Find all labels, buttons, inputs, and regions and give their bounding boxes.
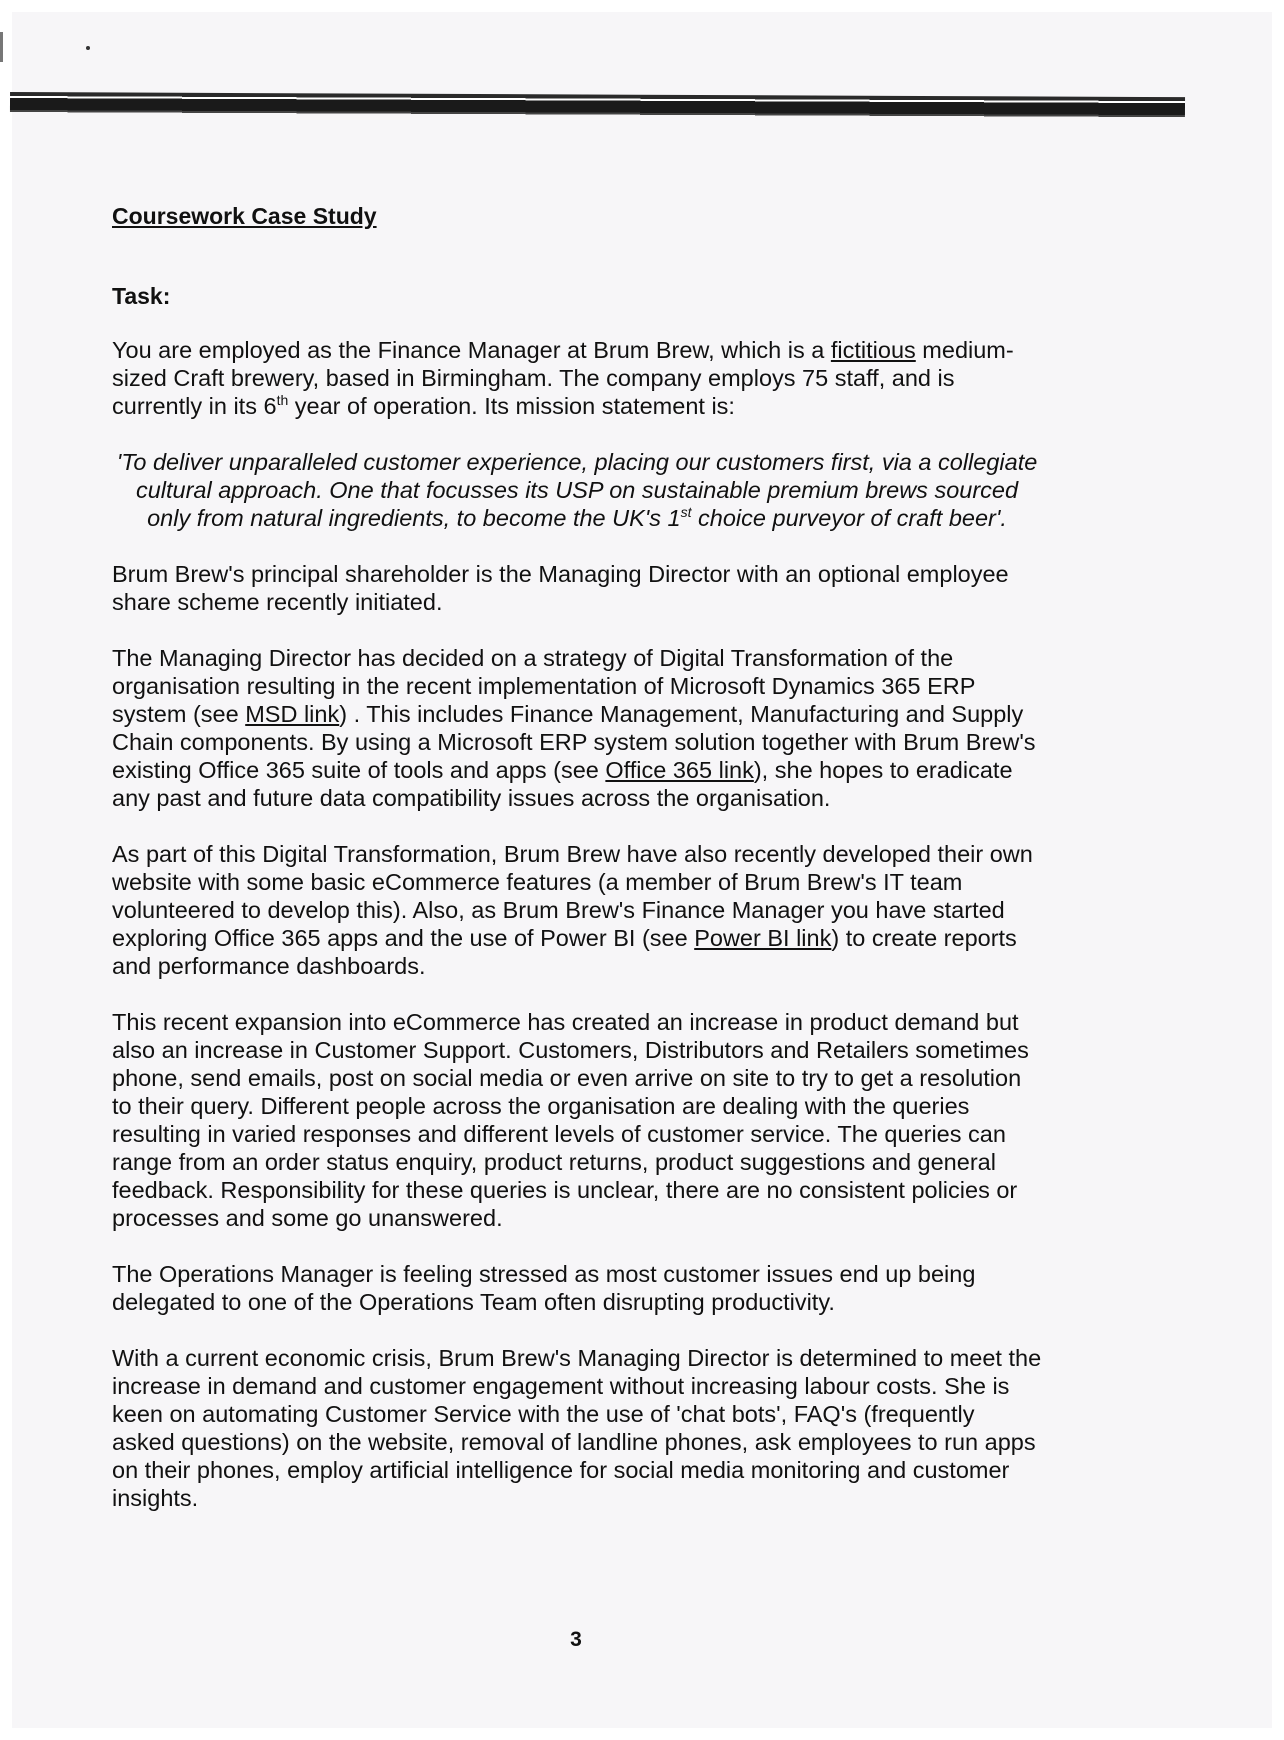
intro-paragraph [112, 336, 1042, 420]
website-paragraph [112, 840, 1042, 980]
scan-dot-mark [86, 46, 90, 50]
mission-text-2: choice purveyor of craft beer'. [691, 505, 1007, 531]
intro-text-2: medium-sized Craft brewery, based in Birmingham. The company employs 75 staff, and is currently in its 6 [112, 337, 1014, 419]
digital-transformation-paragraph [112, 644, 1042, 812]
office-365-link[interactable]: Office 365 link [605, 757, 754, 783]
msd-link[interactable]: MSD link [245, 701, 340, 727]
website-text-2: ) to create reports and performance dashboards. [112, 925, 1017, 979]
power-bi-link[interactable]: Power BI link [694, 925, 832, 951]
scan-edge-mark [0, 32, 3, 62]
dt-text-3: ), she hopes to eradicate any past and future data compatibility issues across the organisation. [112, 757, 1013, 811]
dt-text-1: The Managing Director has decided on a strategy of Digital Transformation of the organisation resulting in the recent implementation of Microsoft Dynamics 365 ERP system (see [112, 645, 975, 727]
intro-text-1: You are employed as the Finance Manager at Brum Brew, which is a [112, 337, 831, 363]
operations-paragraph: The Operations Manager is feeling stressed as most customer issues end up being delegated to one of the Operations Team often disrupting productivity. [112, 1261, 976, 1315]
document-title: Coursework Case Study [112, 203, 377, 229]
dt-text-2: ) . This includes Finance Management, Manufacturing and Supply Chain components. By using a Microsoft ERP system solution together with Brum Brew's existing Office 365 suite of tools and apps (see [112, 701, 1036, 783]
intro-text-3: year of operation. Its mission statement is: [288, 393, 735, 419]
header-rule [10, 92, 1185, 119]
fictitious-underlined: fictitious [830, 337, 916, 363]
website-text-1: As part of this Digital Transformation, Brum Brew have also recently developed their own website with some basic eCommerce features (a member of Brum Brew's IT team volunteered to develop this). Also, as Brum Brew's Finance Manager you have started exploring Office 365 apps and the use of Power BI (see [112, 841, 1033, 951]
mission-text-1: 'To deliver unparalleled customer experience, placing our customers first, via a collegiate cultural approach. One that focusses its USP on sustainable premium brews sourced only from natural ingredients, to become the UK's 1 [116, 449, 1038, 531]
economic-crisis-paragraph: With a current economic crisis, Brum Brew's Managing Director is determined to meet the increase in demand and customer engagement without increasing labour costs. She is keen on automating Customer Service with the use of 'chat bots', FAQ's (frequently asked questions) on the website, removal of landline phones, ask employees to run apps on their phones, employ artificial intelligence for social media monitoring and customer insights. [112, 1345, 1042, 1511]
mission-ordinal-suffix: st [680, 504, 692, 521]
shareholder-paragraph: Brum Brew's principal shareholder is the Managing Director with an optional employee share scheme recently initiated. [112, 561, 1009, 615]
ecommerce-paragraph: This recent expansion into eCommerce has created an increase in product demand but also an increase in Customer Support. Customers, Distributors and Retailers sometimes phone, send emails, post on social media or even arrive on site to try to get a resolution to their query. Different people across the organisation are dealing with the queries resulting in varied responses and different levels of customer service. The queries can range from an order status enquiry, product returns, product suggestions and general feedback. Responsibility for these queries is unclear, there are no consistent policies or processes and some go unanswered. [112, 1009, 1029, 1231]
mission-statement [112, 448, 1042, 532]
page-number: 3 [570, 1628, 582, 1651]
task-heading: Task: [112, 283, 171, 309]
document-body [112, 202, 1042, 1540]
ordinal-suffix: th [276, 392, 289, 409]
